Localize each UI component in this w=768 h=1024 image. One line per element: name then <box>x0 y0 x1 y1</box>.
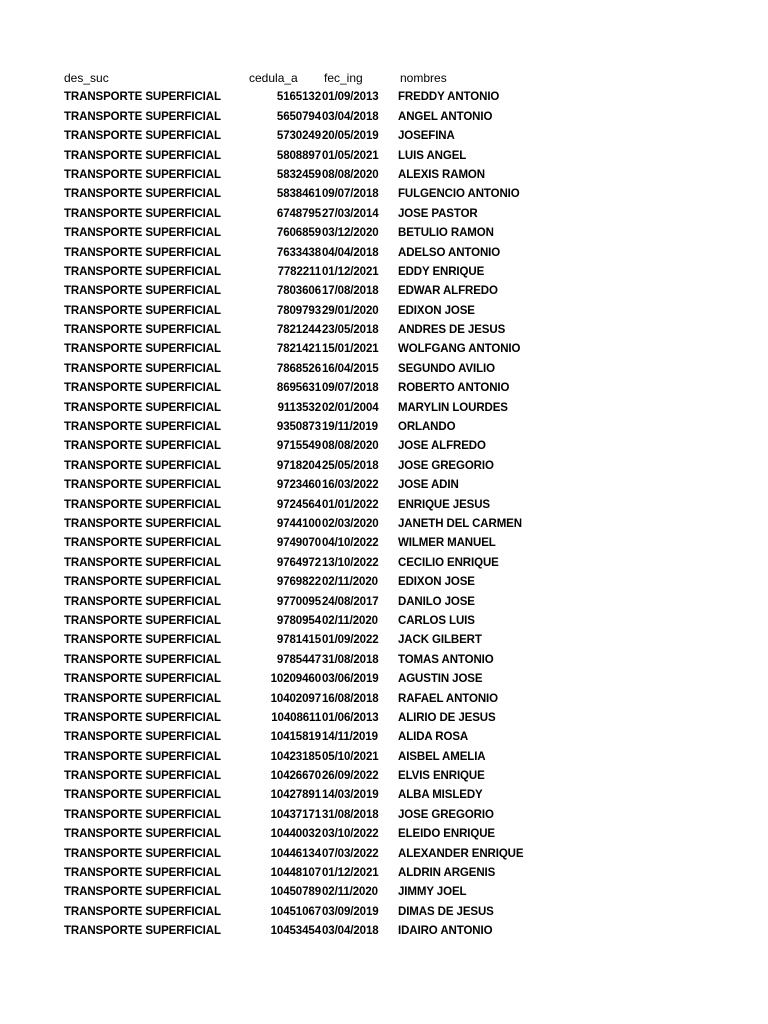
cell-nombres: ELVIS ENRIQUE <box>398 770 485 783</box>
table-row <box>64 185 744 204</box>
table-row <box>64 166 744 185</box>
cell-nombres: CECILIO ENRIQUE <box>398 556 499 569</box>
cell-fec-ing: 14/03/2019 <box>322 789 379 802</box>
cell-fec-ing: 02/11/2020 <box>322 576 378 589</box>
cell-cedula-a: 10427891 <box>270 789 321 802</box>
cell-cedula-a: 9764972 <box>276 556 321 569</box>
table-row <box>64 670 744 689</box>
cell-des-suc: TRANSPORTE SUPERFICIAL <box>64 673 221 686</box>
cell-des-suc: TRANSPORTE SUPERFICIAL <box>64 925 221 938</box>
cell-des-suc: TRANSPORTE SUPERFICIAL <box>64 634 221 647</box>
cell-des-suc: TRANSPORTE SUPERFICIAL <box>64 770 221 783</box>
table-row <box>64 244 744 263</box>
cell-des-suc: TRANSPORTE SUPERFICIAL <box>64 304 221 317</box>
cell-des-suc: TRANSPORTE SUPERFICIAL <box>64 188 221 201</box>
cell-des-suc: TRANSPORTE SUPERFICIAL <box>64 130 221 143</box>
cell-cedula-a: 5808897 <box>276 149 321 162</box>
header-des-suc: des_suc <box>64 71 109 85</box>
cell-cedula-a: 9724564 <box>276 498 321 511</box>
cell-fec-ing: 05/10/2021 <box>322 750 379 763</box>
cell-fec-ing: 20/05/2019 <box>322 130 379 143</box>
cell-fec-ing: 02/11/2020 <box>322 886 378 899</box>
cell-fec-ing: 01/06/2013 <box>322 711 379 724</box>
cell-cedula-a: 9785447 <box>276 653 321 666</box>
cell-cedula-a: 10423185 <box>270 750 321 763</box>
cell-des-suc: TRANSPORTE SUPERFICIAL <box>64 711 221 724</box>
cell-nombres: ALEXANDER ENRIQUE <box>398 847 524 860</box>
cell-nombres: EDIXON JOSE <box>398 576 475 589</box>
cell-cedula-a: 10408611 <box>271 711 321 724</box>
cell-fec-ing: 08/08/2020 <box>322 168 379 181</box>
table-row <box>64 437 744 456</box>
cell-nombres: JOSE ADIN <box>398 479 459 492</box>
cell-des-suc: TRANSPORTE SUPERFICIAL <box>64 517 221 530</box>
cell-nombres: EDWAR ALFREDO <box>398 285 498 298</box>
cell-cedula-a: 9723460 <box>276 479 321 492</box>
table-row <box>64 786 744 805</box>
cell-nombres: RAFAEL ANTONIO <box>398 692 498 705</box>
cell-des-suc: TRANSPORTE SUPERFICIAL <box>64 227 221 240</box>
table-row <box>64 651 744 670</box>
spreadsheet-table <box>64 69 744 942</box>
table-row <box>64 573 744 592</box>
cell-des-suc: TRANSPORTE SUPERFICIAL <box>64 110 221 123</box>
cell-nombres: AISBEL AMELIA <box>398 750 486 763</box>
cell-fec-ing: 13/10/2022 <box>322 556 379 569</box>
cell-nombres: ANGEL ANTONIO <box>398 110 493 123</box>
cell-cedula-a: 10402097 <box>270 692 321 705</box>
cell-fec-ing: 03/04/2018 <box>322 110 379 123</box>
table-row <box>64 593 744 612</box>
cell-fec-ing: 01/09/2022 <box>322 634 379 647</box>
cell-fec-ing: 08/08/2020 <box>322 440 379 453</box>
cell-cedula-a: 10450789 <box>270 886 321 899</box>
cell-nombres: AGUSTIN JOSE <box>398 673 483 686</box>
cell-nombres: ALIRIO DE JESUS <box>398 711 496 724</box>
cell-nombres: ALIDA ROSA <box>398 731 469 744</box>
cell-nombres: ADELSO ANTONIO <box>398 246 501 259</box>
cell-des-suc: TRANSPORTE SUPERFICIAL <box>64 401 221 414</box>
cell-fec-ing: 01/01/2022 <box>322 498 379 511</box>
cell-fec-ing: 03/09/2019 <box>322 905 379 918</box>
cell-des-suc: TRANSPORTE SUPERFICIAL <box>64 168 221 181</box>
cell-nombres: ALBA MISLEDY <box>398 789 483 802</box>
cell-nombres: ENRIQUE JESUS <box>398 498 491 511</box>
table-row <box>64 612 744 631</box>
cell-nombres: ANDRES DE JESUS <box>398 324 506 337</box>
cell-nombres: DANILO JOSE <box>398 595 475 608</box>
cell-cedula-a: 9770095 <box>276 595 321 608</box>
cell-cedula-a: 6748795 <box>276 207 321 220</box>
cell-nombres: FULGENCIO ANTONIO <box>398 188 520 201</box>
header-fec-ing: fec_ing <box>324 71 363 85</box>
cell-cedula-a: 7821244 <box>276 324 321 337</box>
cell-des-suc: TRANSPORTE SUPERFICIAL <box>64 207 221 220</box>
cell-fec-ing: 04/04/2018 <box>322 246 379 259</box>
cell-cedula-a: 5165132 <box>276 91 321 104</box>
cell-cedula-a: 10426670 <box>270 770 321 783</box>
cell-cedula-a: 7868526 <box>276 362 321 375</box>
cell-des-suc: TRANSPORTE SUPERFICIAL <box>64 750 221 763</box>
cell-cedula-a: 7809793 <box>276 304 321 317</box>
table-row <box>64 690 744 709</box>
cell-nombres: ROBERTO ANTONIO <box>398 382 510 395</box>
cell-cedula-a: 9113532 <box>277 401 321 414</box>
cell-fec-ing: 15/01/2021 <box>322 343 379 356</box>
cell-nombres: JOSEFINA <box>398 130 455 143</box>
cell-des-suc: TRANSPORTE SUPERFICIAL <box>64 265 221 278</box>
cell-fec-ing: 29/01/2020 <box>322 304 379 317</box>
cell-des-suc: TRANSPORTE SUPERFICIAL <box>64 556 221 569</box>
table-row <box>64 767 744 786</box>
cell-cedula-a: 7606859 <box>276 227 321 240</box>
table-row <box>64 476 744 495</box>
table-row <box>64 379 744 398</box>
cell-des-suc: TRANSPORTE SUPERFICIAL <box>64 808 221 821</box>
cell-fec-ing: 03/06/2019 <box>322 673 379 686</box>
cell-fec-ing: 24/08/2017 <box>322 595 379 608</box>
table-row <box>64 340 744 359</box>
cell-fec-ing: 25/05/2018 <box>322 459 379 472</box>
table-row <box>64 883 744 902</box>
cell-des-suc: TRANSPORTE SUPERFICIAL <box>64 324 221 337</box>
cell-nombres: JOSE ALFREDO <box>398 440 486 453</box>
cell-cedula-a: 10446134 <box>270 847 321 860</box>
table-row <box>64 108 744 127</box>
cell-des-suc: TRANSPORTE SUPERFICIAL <box>64 421 221 434</box>
cell-nombres: JOSE GREGORIO <box>398 808 494 821</box>
cell-des-suc: TRANSPORTE SUPERFICIAL <box>64 614 221 627</box>
cell-nombres: WOLFGANG ANTONIO <box>398 343 521 356</box>
table-row <box>64 224 744 243</box>
table-row <box>64 554 744 573</box>
header-row <box>64 69 744 88</box>
table-row <box>64 457 744 476</box>
cell-nombres: LUIS ANGEL <box>398 149 467 162</box>
cell-des-suc: TRANSPORTE SUPERFICIAL <box>64 246 221 259</box>
cell-des-suc: TRANSPORTE SUPERFICIAL <box>64 576 221 589</box>
cell-cedula-a: 7633438 <box>276 246 321 259</box>
cell-fec-ing: 03/10/2022 <box>322 828 379 841</box>
cell-des-suc: TRANSPORTE SUPERFICIAL <box>64 867 221 880</box>
table-row <box>64 360 744 379</box>
cell-des-suc: TRANSPORTE SUPERFICIAL <box>64 498 221 511</box>
table-row <box>64 631 744 650</box>
cell-des-suc: TRANSPORTE SUPERFICIAL <box>64 91 221 104</box>
cell-nombres: BETULIO RAMON <box>398 227 494 240</box>
cell-fec-ing: 03/12/2020 <box>322 227 379 240</box>
cell-fec-ing: 02/11/2020 <box>322 614 378 627</box>
cell-fec-ing: 01/09/2013 <box>322 91 379 104</box>
cell-nombres: JOSE PASTOR <box>398 207 478 220</box>
cell-des-suc: TRANSPORTE SUPERFICIAL <box>64 828 221 841</box>
cell-fec-ing: 02/03/2020 <box>322 517 379 530</box>
table-row <box>64 515 744 534</box>
cell-nombres: CARLOS LUIS <box>398 614 475 627</box>
cell-cedula-a: 7803606 <box>276 285 321 298</box>
table-row <box>64 728 744 747</box>
cell-cedula-a: 9718204 <box>276 459 321 472</box>
cell-des-suc: TRANSPORTE SUPERFICIAL <box>64 537 221 550</box>
cell-nombres: JIMMY JOEL <box>398 886 467 899</box>
table-row <box>64 399 744 418</box>
cell-fec-ing: 26/09/2022 <box>322 770 379 783</box>
cell-fec-ing: 03/04/2018 <box>322 925 379 938</box>
cell-cedula-a: 9715549 <box>276 440 321 453</box>
table-body <box>64 88 744 941</box>
cell-des-suc: TRANSPORTE SUPERFICIAL <box>64 459 221 472</box>
cell-cedula-a: 5730249 <box>276 130 321 143</box>
cell-fec-ing: 01/05/2021 <box>322 149 379 162</box>
cell-cedula-a: 10415819 <box>270 731 321 744</box>
cell-des-suc: TRANSPORTE SUPERFICIAL <box>64 285 221 298</box>
cell-nombres: JOSE GREGORIO <box>398 459 494 472</box>
table-row <box>64 825 744 844</box>
header-cedula-a: cedula_a <box>249 71 298 85</box>
cell-des-suc: TRANSPORTE SUPERFICIAL <box>64 886 221 899</box>
table-row <box>64 282 744 301</box>
cell-cedula-a: 9350873 <box>276 421 321 434</box>
table-row <box>64 321 744 340</box>
table-row <box>64 496 744 515</box>
cell-cedula-a: 5838461 <box>276 188 321 201</box>
cell-fec-ing: 31/08/2018 <box>322 808 379 821</box>
cell-fec-ing: 07/03/2022 <box>322 847 379 860</box>
cell-des-suc: TRANSPORTE SUPERFICIAL <box>64 847 221 860</box>
cell-des-suc: TRANSPORTE SUPERFICIAL <box>64 789 221 802</box>
cell-fec-ing: 01/12/2021 <box>322 265 379 278</box>
cell-cedula-a: 9744100 <box>276 517 321 530</box>
cell-nombres: IDAIRO ANTONIO <box>398 925 493 938</box>
cell-fec-ing: 27/03/2014 <box>322 207 379 220</box>
cell-fec-ing: 23/05/2018 <box>322 324 379 337</box>
cell-des-suc: TRANSPORTE SUPERFICIAL <box>64 905 221 918</box>
cell-cedula-a: 9780954 <box>276 614 321 627</box>
cell-cedula-a: 7782211 <box>277 265 321 278</box>
table-row <box>64 709 744 728</box>
cell-nombres: MARYLIN LOURDES <box>398 401 508 414</box>
cell-des-suc: TRANSPORTE SUPERFICIAL <box>64 479 221 492</box>
header-nombres: nombres <box>400 71 447 85</box>
cell-fec-ing: 16/08/2018 <box>322 692 379 705</box>
cell-des-suc: TRANSPORTE SUPERFICIAL <box>64 595 221 608</box>
table-row <box>64 205 744 224</box>
cell-des-suc: TRANSPORTE SUPERFICIAL <box>64 440 221 453</box>
table-row <box>64 418 744 437</box>
cell-des-suc: TRANSPORTE SUPERFICIAL <box>64 362 221 375</box>
table-row <box>64 864 744 883</box>
cell-cedula-a: 9781415 <box>276 634 321 647</box>
cell-nombres: ALDRIN ARGENIS <box>398 867 496 880</box>
table-row <box>64 748 744 767</box>
cell-cedula-a: 9769822 <box>276 576 321 589</box>
cell-des-suc: TRANSPORTE SUPERFICIAL <box>64 343 221 356</box>
cell-cedula-a: 10451067 <box>270 905 321 918</box>
table-row <box>64 534 744 553</box>
cell-cedula-a: 7821421 <box>276 343 321 356</box>
cell-fec-ing: 09/07/2018 <box>322 188 379 201</box>
table-row <box>64 263 744 282</box>
cell-nombres: DIMAS DE JESUS <box>398 905 494 918</box>
cell-nombres: TOMAS ANTONIO <box>398 653 494 666</box>
cell-des-suc: TRANSPORTE SUPERFICIAL <box>64 731 221 744</box>
table-row <box>64 922 744 941</box>
cell-fec-ing: 19/11/2019 <box>322 421 378 434</box>
cell-nombres: JANETH DEL CARMEN <box>398 517 522 530</box>
cell-nombres: JACK GILBERT <box>398 634 482 647</box>
cell-cedula-a: 10437171 <box>270 808 321 821</box>
table-row <box>64 903 744 922</box>
cell-nombres: EDIXON JOSE <box>398 304 475 317</box>
table-row <box>64 127 744 146</box>
cell-fec-ing: 16/03/2022 <box>322 479 379 492</box>
cell-nombres: ALEXIS RAMON <box>398 168 485 181</box>
cell-cedula-a: 5832459 <box>276 168 321 181</box>
cell-fec-ing: 31/08/2018 <box>322 653 379 666</box>
cell-fec-ing: 01/12/2021 <box>322 867 379 880</box>
cell-cedula-a: 10440032 <box>270 828 321 841</box>
cell-cedula-a: 10209460 <box>270 673 321 686</box>
cell-nombres: SEGUNDO AVILIO <box>398 362 495 375</box>
cell-nombres: FREDDY ANTONIO <box>398 91 500 104</box>
cell-cedula-a: 8695631 <box>276 382 321 395</box>
cell-fec-ing: 09/07/2018 <box>322 382 379 395</box>
cell-nombres: ELEIDO ENRIQUE <box>398 828 496 841</box>
cell-fec-ing: 04/10/2022 <box>322 537 379 550</box>
cell-fec-ing: 16/04/2015 <box>322 362 379 375</box>
table-row <box>64 302 744 321</box>
cell-fec-ing: 02/01/2004 <box>322 401 379 414</box>
cell-fec-ing: 14/11/2019 <box>322 731 378 744</box>
table-row <box>64 88 744 107</box>
cell-des-suc: TRANSPORTE SUPERFICIAL <box>64 692 221 705</box>
cell-cedula-a: 5650794 <box>276 110 321 123</box>
cell-fec-ing: 17/08/2018 <box>322 285 379 298</box>
cell-des-suc: TRANSPORTE SUPERFICIAL <box>64 382 221 395</box>
cell-nombres: ORLANDO <box>398 421 456 434</box>
cell-cedula-a: 9749070 <box>276 537 321 550</box>
cell-cedula-a: 10448107 <box>270 867 321 880</box>
table-row <box>64 806 744 825</box>
cell-des-suc: TRANSPORTE SUPERFICIAL <box>64 653 221 666</box>
cell-cedula-a: 10453454 <box>270 925 321 938</box>
cell-des-suc: TRANSPORTE SUPERFICIAL <box>64 149 221 162</box>
cell-nombres: WILMER MANUEL <box>398 537 496 550</box>
table-row <box>64 845 744 864</box>
cell-nombres: EDDY ENRIQUE <box>398 265 485 278</box>
table-row <box>64 147 744 166</box>
